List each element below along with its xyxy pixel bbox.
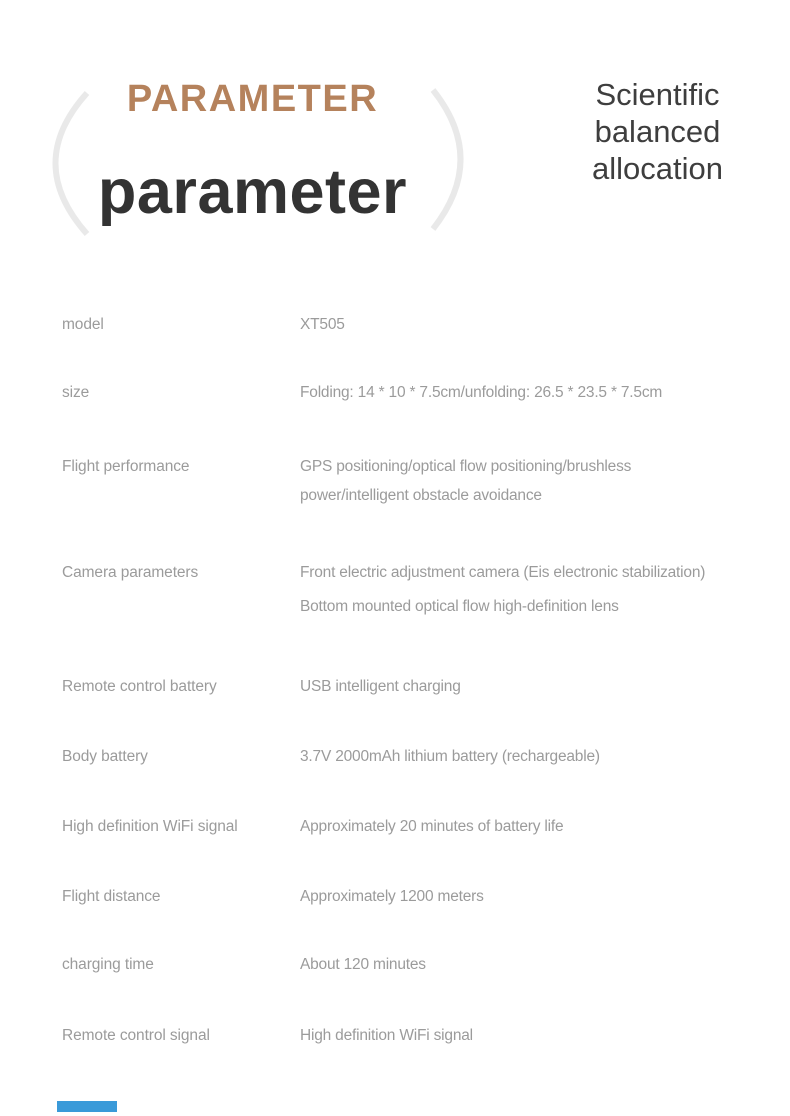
spec-label: model [62,316,104,333]
spec-value [300,956,765,974]
spec-value [300,316,765,334]
spec-value-line: Folding: 14 * 10 * 7.5cm/unfolding: 26.5 * 23.5 * 7.5cm [300,384,663,401]
spec-value [300,888,765,906]
spec-value [300,748,765,766]
spec-value-line: Bottom mounted optical flow high-definition lens [300,598,619,615]
tagline-line: balanced [594,114,721,149]
spec-table [62,0,767,1116]
spec-label: Camera parameters [62,564,199,581]
tagline-line: allocation [592,151,723,186]
spec-value [300,458,765,505]
spec-value-line: Approximately 1200 meters [300,888,484,905]
spec-value-line: Approximately 20 minutes of battery life [300,818,564,835]
accent-bar [57,1101,117,1112]
spec-value-line: USB intelligent charging [300,678,461,695]
spec-label: Flight performance [62,458,190,475]
tagline-line: Scientific [595,77,720,112]
spec-value-line: High definition WiFi signal [300,1027,473,1044]
spec-label: Body battery [62,748,148,765]
spec-label: charging time [62,956,154,973]
spec-value-line: Front electric adjustment camera (Eis electronic stabilization) [300,564,706,581]
spec-value [300,678,765,696]
spec-value [300,384,765,402]
spec-value-line: power/intelligent obstacle avoidance [300,487,542,504]
spec-label: Remote control signal [62,1027,210,1044]
spec-value [300,1027,765,1045]
spec-label: Remote control battery [62,678,217,695]
spec-value-line: 3.7V 2000mAh lithium battery (rechargeable) [300,748,600,765]
spec-value [300,818,765,836]
spec-label: High definition WiFi signal [62,818,238,835]
spec-label: Flight distance [62,888,161,905]
spec-value-line: GPS positioning/optical flow positioning/brushless [300,458,632,475]
spec-label: size [62,384,90,401]
page-title: parameter [97,157,408,227]
spec-value-line: XT505 [300,316,345,333]
spec-value [300,564,765,616]
page-title-en: PARAMETER [126,78,379,120]
spec-value-line: About 120 minutes [300,956,426,973]
